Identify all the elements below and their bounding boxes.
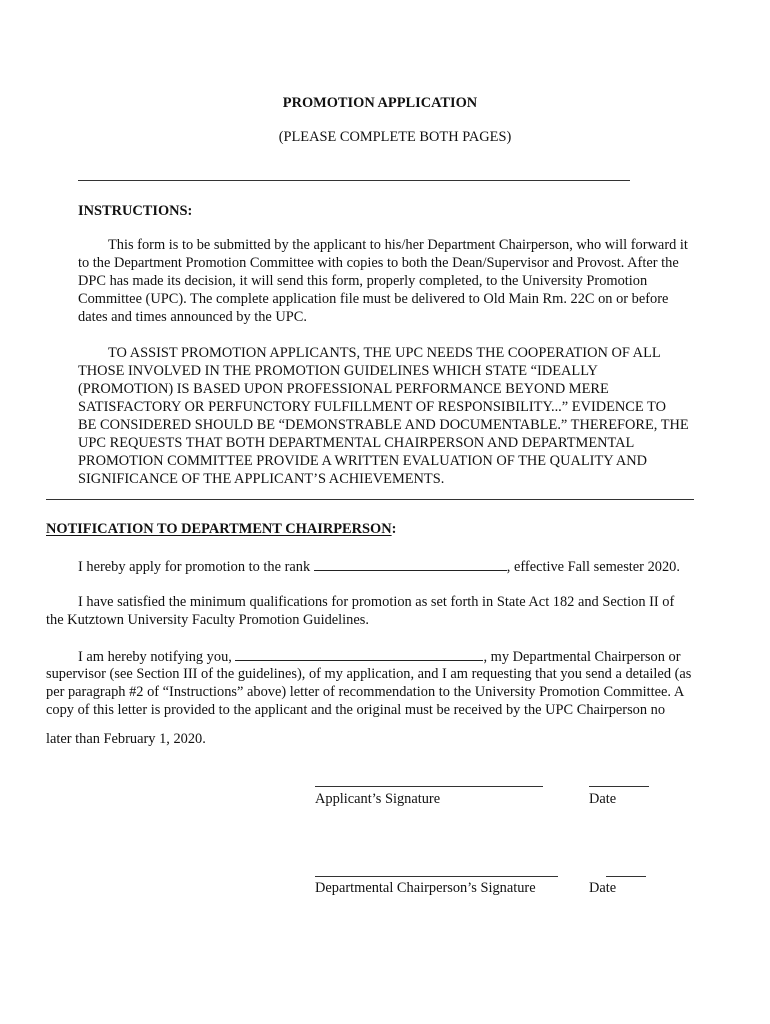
qualifications-line: I have satisfied the minimum qualifications for promotion as set forth in State Act 182 and Section II of bbox=[78, 594, 675, 610]
notify-paragraph bbox=[46, 647, 691, 719]
instructions-p2-line: PROMOTION COMMITTEE PROVIDE A WRITTEN EVALUATION OF THE QUALITY AND bbox=[78, 453, 648, 469]
notify-line: per paragraph #2 of “Instructions” above) letter of recommendation to the University Promotion Committee. A bbox=[46, 684, 685, 700]
top-divider bbox=[78, 180, 630, 181]
notify-first-line bbox=[46, 647, 691, 665]
instructions-p1-line: Committee (UPC). The complete application file must be delivered to Old Main Rm. 22C on or before bbox=[78, 291, 669, 307]
notify-line: copy of this letter is provided to the applicant and the original must be received by the UPC Chairperson no bbox=[46, 702, 666, 718]
instructions-p2-line: (PROMOTION) IS BASED UPON PROFESSIONAL PERFORMANCE BEYOND MERE bbox=[78, 381, 609, 397]
applicant-date-label: Date bbox=[589, 791, 617, 807]
instructions-p2-line: UPC REQUESTS THAT BOTH DEPARTMENTAL CHAIRPERSON AND DEPARTMENTAL bbox=[78, 435, 635, 451]
instructions-p1-line: DPC has made its decision, it will send this form, properly completed, to the University Promotion bbox=[78, 273, 648, 289]
notification-heading bbox=[46, 520, 396, 538]
deadline-line: later than February 1, 2020. bbox=[46, 731, 206, 747]
rank-input[interactable] bbox=[314, 557, 507, 571]
instructions-paragraph-2 bbox=[78, 344, 689, 488]
notification-heading-colon: : bbox=[391, 521, 397, 537]
qualifications-line: the Kutztown University Faculty Promotion Guidelines. bbox=[46, 612, 369, 628]
chair-date-label: Date bbox=[589, 880, 617, 896]
instructions-p2-line: SIGNIFICANCE OF THE APPLICANT’S ACHIEVEMENTS. bbox=[78, 471, 445, 487]
instructions-heading: INSTRUCTIONS: bbox=[78, 203, 193, 219]
rank-sentence bbox=[78, 557, 680, 576]
rank-suffix: , effective Fall semester 2020. bbox=[506, 559, 680, 575]
instructions-p1-line: to the Department Promotion Committee with copies to both the Dean/Supervisor and Provost. After the bbox=[78, 255, 679, 271]
qualifications-paragraph bbox=[46, 593, 674, 629]
applicant-signature-label: Applicant’s Signature bbox=[315, 791, 441, 807]
instructions-p2-line: SATISFACTORY OR PERFUNCTORY FULFILLMENT OF RESPONSIBILITY...” EVIDENCE TO bbox=[78, 399, 666, 415]
chairperson-name-input[interactable] bbox=[235, 647, 483, 661]
notify-prefix: I am hereby notifying you, bbox=[78, 649, 236, 665]
page-subtitle: (PLEASE COMPLETE BOTH PAGES) bbox=[278, 129, 512, 145]
instructions-p1-line: dates and times announced by the UPC. bbox=[78, 309, 308, 325]
instructions-p2-line: BE CONSIDERED SHOULD BE “DEMONSTRABLE AND DOCUMENTABLE.” THEREFORE, THE bbox=[78, 417, 689, 433]
page-title: PROMOTION APPLICATION bbox=[282, 95, 478, 111]
instructions-paragraph-1 bbox=[78, 236, 688, 326]
applicant-signature-input[interactable] bbox=[315, 786, 543, 787]
chair-date-input[interactable] bbox=[606, 876, 646, 877]
instructions-p2-line: TO ASSIST PROMOTION APPLICANTS, THE UPC NEEDS THE COOPERATION OF ALL bbox=[108, 345, 661, 361]
middle-divider bbox=[46, 499, 694, 500]
instructions-p2-line: THOSE INVOLVED IN THE PROMOTION GUIDELINES WHICH STATE “IDEALLY bbox=[78, 363, 598, 379]
instructions-p1-line: This form is to be submitted by the applicant to his/her Department Chairperson, who will forward it bbox=[108, 237, 688, 253]
rank-prefix: I hereby apply for promotion to the rank bbox=[78, 559, 314, 575]
notify-line: supervisor (see Section III of the guidelines), of my application, and I am requesting that you send a detailed (as bbox=[46, 666, 692, 682]
chair-signature-label: Departmental Chairperson’s Signature bbox=[315, 880, 536, 896]
applicant-date-input[interactable] bbox=[589, 786, 649, 787]
chair-signature-input[interactable] bbox=[315, 876, 558, 877]
notify-suffix: , my Departmental Chairperson or bbox=[483, 649, 681, 665]
notification-heading-text: NOTIFICATION TO DEPARTMENT CHAIRPERSON bbox=[46, 521, 392, 537]
